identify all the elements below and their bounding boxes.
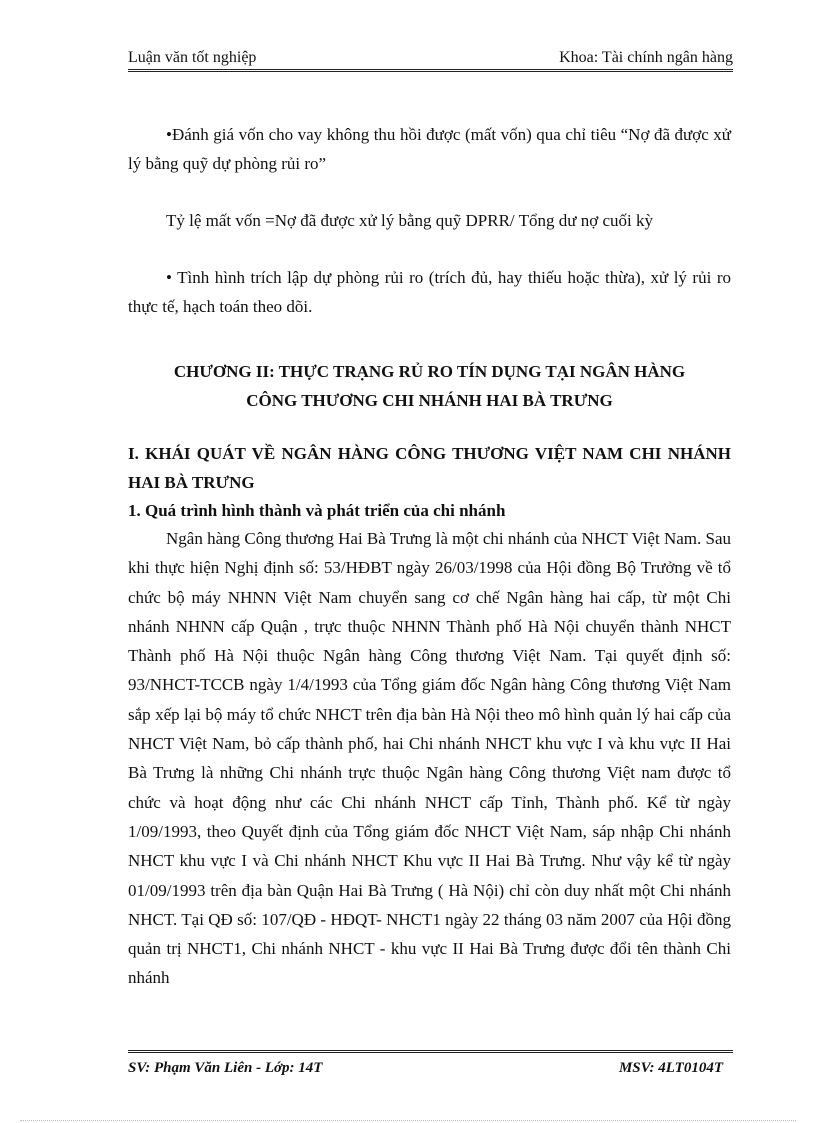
subsection-heading: 1. Quá trình hình thành và phát triển của chi nhánh	[128, 501, 506, 520]
body-paragraph: Ngân hàng Công thương Hai Bà Trưng là một chi nhánh của NHCT Việt Nam. Sau khi thực hiện Nghị định số: 53/HĐBT ngày 26/03/1998 của Hội đồng Bộ Trưởng về tổ chức bộ máy NHNN Việt Nam chuyển sang cơ chế Ngân hàng hai cấp, từ một Chi nhánh NHNN cấp Quận , trực thuộc NHNN Thành phố Hà Nội chuyển thành NHCT Thành phố Hà Nội thuộc Ngân hàng Công thương Việt Nam. Tại quyết định số: 93/NHCT-TCCB ngày 1/4/1993 của Tổng giám đốc Ngân hàng Công thương Việt Nam sắp xếp lại bộ máy tổ chức NHCT trên địa bàn Hà Nội theo mô hình quản lý hai cấp của NHCT Việt Nam, bỏ cấp thành phố, hai Chi nhánh NHCT khu vực I và khu vực II Hai Bà Trưng là những Chi nhánh trực thuộc Ngân hàng Công thương Việt nam được tổ chức và hoạt động như các Chi nhánh NHCT cấp Tỉnh, Thành phố. Kể từ ngày 1/09/1993, theo Quyết định của Tổng giám đốc NHCT Việt Nam, sáp nhập Chi nhánh NHCT khu vực I và Chi nhánh NHCT Khu vực II Hai Bà Trưng. Như vậy kể từ ngày 01/09/1993 trên địa bàn Quận Hai Bà Trưng ( Hà Nội) chỉ còn duy nhất một Chi nhánh NHCT. Tại QĐ số: 107/QĐ - HĐQT- NHCT1 ngày 22 tháng 03 năm 2007 của Hội đồng quản trị NHCT1, Chi nhánh NHCT - khu vực II Hai Bà Trưng được đổi tên thành Chi nhánh	[128, 529, 731, 988]
chapter-heading	[128, 357, 731, 415]
paragraph-provision: • Tình hình trích lập dự phòng rủi ro (trích đủ, hay thiếu hoặc thừa), xử lý rủi ro thực tế, hạch toán theo dõi.	[128, 268, 731, 316]
chapter-heading-line1: CHƯƠNG II: THỰC TRẠNG RỦ RO TÍN DỤNG TẠI NGÂN HÀNG	[173, 362, 686, 381]
footer-student-id: MSV: 4LT0104T	[618, 1060, 723, 1076]
header-faculty-label: Khoa: Tài chính ngân hàng	[559, 49, 733, 66]
chapter-heading-line2: CÔNG THƯƠNG CHI NHÁNH HAI BÀ TRƯNG	[246, 391, 613, 410]
page-header	[128, 46, 733, 72]
paragraph-capital-loss: •Đánh giá vốn cho vay không thu hồi được (mất vốn) qua chỉ tiêu “Nợ đã được xử lý bằng quỹ dự phòng rủi ro”	[128, 125, 731, 173]
page-bottom-divider	[20, 1120, 796, 1121]
footer-student: SV: Phạm Văn Liên - Lớp: 14T	[128, 1060, 323, 1076]
page-footer	[128, 1050, 733, 1080]
section-heading: I. KHÁI QUÁT VỀ NGÂN HÀNG CÔNG THƯƠNG VIỆT NAM CHI NHÁNH HAI BÀ TRƯNG	[128, 444, 731, 492]
formula-loss-ratio: Tỷ lệ mất vốn =Nợ đã được xử lý bằng quỹ DPRR/ Tổng dư nợ cuối kỳ	[166, 211, 653, 230]
header-thesis-label: Luận văn tốt nghiệp	[128, 49, 257, 66]
page-content	[128, 120, 731, 993]
